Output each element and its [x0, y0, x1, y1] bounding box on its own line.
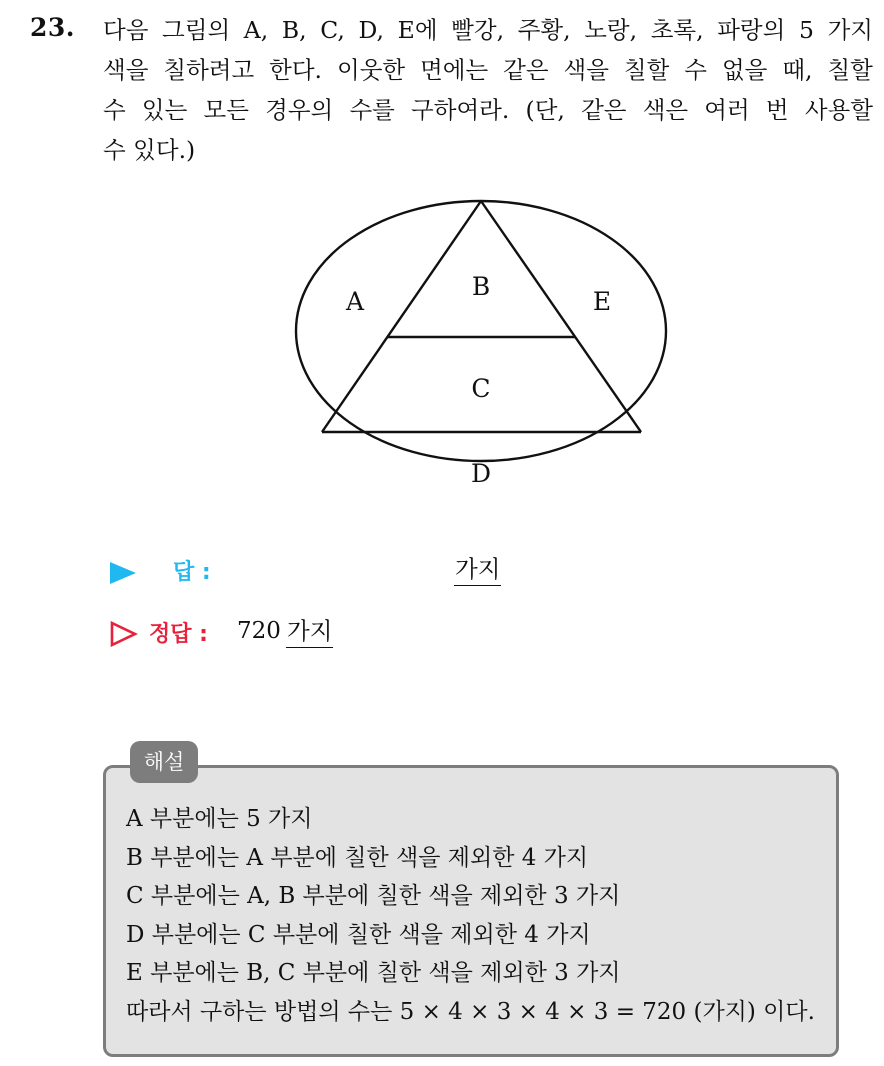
solution-line: A 부분에는 5 가지 [126, 806, 313, 832]
question-word: (단, [525, 96, 565, 124]
question-word: 경우의 [265, 96, 334, 124]
question-word: 수 [684, 56, 707, 84]
question-word: 가지 [827, 16, 873, 44]
question-word: 파랑의 [717, 16, 786, 44]
question-number: 23. [30, 13, 75, 42]
question-word: 수를 [349, 96, 395, 124]
answer-label: 답 : [173, 560, 211, 585]
outer-ellipse [296, 201, 666, 461]
question-word: 색은 [642, 96, 689, 124]
triangle-outline [322, 201, 641, 432]
solution-line: E 부분에는 B, C 부분에 칠한 색을 제외한 3 가지 [126, 960, 621, 986]
correct-answer-value: 720 [237, 618, 281, 644]
region-label-c: C [471, 374, 491, 403]
solution-line: 따라서 구하는 방법의 수는 5 × 4 × 3 × 4 × 3 = 720 (가지) 이다. [126, 998, 815, 1025]
question-word: 면에는 [420, 56, 489, 84]
question-word: 있는 [141, 96, 188, 124]
question-word: 때, [782, 56, 813, 84]
question-word: 다음 [103, 16, 149, 44]
correct-answer-unit: 가지 [286, 615, 333, 648]
question-line [103, 10, 873, 50]
outline-arrow-icon [110, 621, 138, 647]
question-word: 칠하려고 [163, 56, 255, 84]
solution-line: D 부분에는 C 부분에 칠한 색을 제외한 4 가지 [126, 921, 591, 948]
question-word: 주황, [517, 16, 571, 44]
question-word: 노랑, [584, 16, 638, 44]
question-word: 이웃한 [337, 56, 406, 84]
question-word: 같은 [581, 96, 627, 124]
question-word: 번 [765, 96, 789, 124]
answer-blank-unit: 가지 [454, 553, 501, 586]
correct-answer-row [110, 615, 530, 655]
question-word: 색을 [103, 56, 149, 84]
question-word: 초록, [650, 16, 704, 44]
question-word: 칠할 [827, 56, 873, 84]
answer-row [110, 553, 530, 593]
question-word: 없을 [721, 56, 768, 84]
solution-line: B 부분에는 A 부분에 칠한 색을 제외한 4 가지 [126, 844, 589, 871]
question-word: 수 있다.) [103, 136, 196, 164]
question-word: 그림의 [162, 16, 231, 44]
question-word: 색을 [563, 56, 609, 84]
question-word: 칠할 [623, 56, 670, 84]
solution-text [126, 800, 831, 1031]
question-word: B, [281, 16, 307, 44]
correct-answer-label: 정답 : [149, 622, 208, 647]
region-label-d: D [470, 459, 492, 488]
question-word: 한다. [269, 56, 323, 84]
region-label-a: A [345, 287, 365, 316]
question-word: D, [358, 16, 385, 44]
question-word: C, [320, 16, 345, 44]
region-label-e: E [592, 287, 612, 316]
question-word: E에 [397, 16, 438, 44]
question-word: 여러 [704, 96, 750, 124]
question-word: 구하여라. [411, 96, 510, 124]
solution-line: C 부분에는 A, B 부분에 칠한 색을 제외한 3 가지 [126, 883, 621, 909]
region-label-b: B [471, 272, 491, 301]
question-line [103, 50, 873, 90]
question-word: A, [243, 16, 269, 44]
question-word: 5 [798, 16, 814, 44]
question-word: 같은 [503, 56, 549, 84]
question-word: 사용할 [804, 96, 873, 124]
question-word: 모든 [203, 96, 249, 124]
solution-tab: 해설 [130, 741, 198, 783]
question-text [103, 10, 873, 170]
question-word: 빨강, [451, 16, 505, 44]
answer-arrow-icon [110, 562, 136, 584]
question-line [103, 90, 873, 130]
question-line [103, 130, 873, 170]
question-word: 수 [103, 96, 126, 124]
